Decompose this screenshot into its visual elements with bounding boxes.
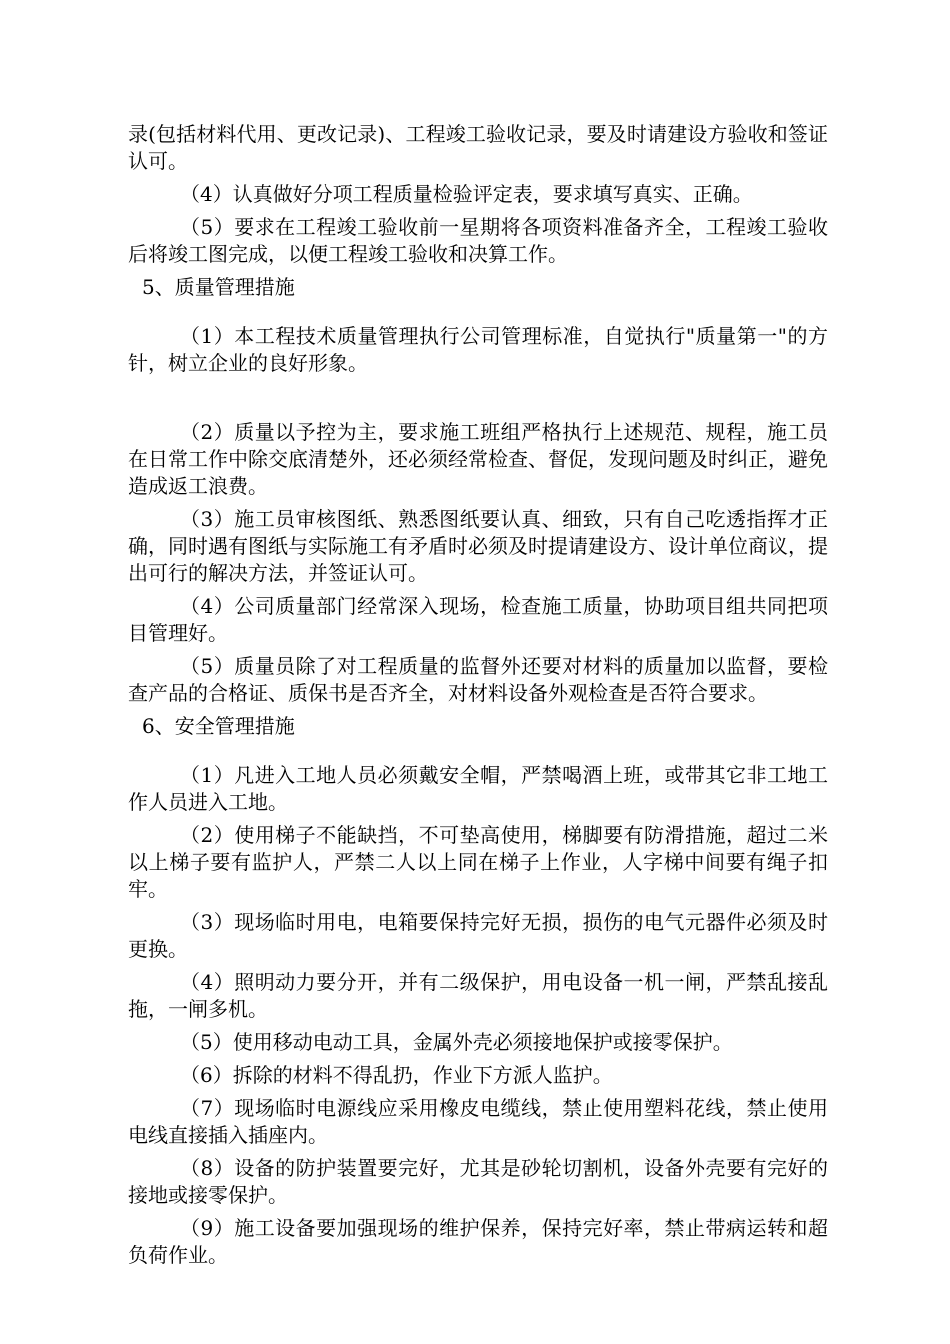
safety-item-4: （4）照明动力要分开，并有二级保护，用电设备一机一闸，严禁乱接乱拖，一闸多机。 <box>128 970 828 1021</box>
quality-item-1: （1）本工程技术质量管理执行公司管理标准，自觉执行"质量第一"的方针，树立企业的良好形象。 <box>128 324 828 375</box>
safety-item-2: （2）使用梯子不能缺挡，不可垫高使用，梯脚要有防滑措施，超过二米以上梯子要有监护人，严禁二人以上同在梯子上作业，人字梯中间要有绳子扣牢。 <box>128 823 828 901</box>
safety-item-8: （8）设备的防护装置要完好，尤其是砂轮切割机，设备外壳要有完好的接地或接零保护。 <box>128 1156 828 1207</box>
document-page <box>128 121 828 1275</box>
safety-item-1: （1）凡进入工地人员必须戴安全帽，严禁喝酒上班，或带其它非工地工作人员进入工地。 <box>128 763 828 814</box>
paragraph-item-4: （4）认真做好分项工程质量检验评定表，要求填写真实、正确。 <box>180 182 753 206</box>
quality-item-2: （2）质量以予控为主，要求施工班组严格执行上述规范、规程，施工员在日常工作中除交底清楚外，还必须经常检查、督促，发现问题及时纠正，避免造成返工浪费。 <box>128 420 828 498</box>
paragraph-records: 录(包括材料代用、更改记录)、工程竣工验收记录，要及时请建设方验收和签证认可。 <box>128 122 828 173</box>
paragraph-item-5: （5）要求在工程竣工验收前一星期将各项资料准备齐全，工程竣工验收后将竣工图完成，以便工程竣工验收和决算工作。 <box>128 215 828 266</box>
spacer <box>128 307 828 323</box>
safety-item-5: （5）使用移动电动工具，金属外壳必须接地保护或接零保护。 <box>180 1030 733 1054</box>
safety-item-3: （3）现场临时用电，电箱要保持完好无损，损伤的电气元器件必须及时更换。 <box>128 910 828 961</box>
safety-item-7: （7）现场临时电源线应采用橡皮电缆线，禁止使用塑料花线，禁止使用电线直接插入插座内。 <box>128 1096 828 1147</box>
safety-item-6: （6）拆除的材料不得乱扔，作业下方派人监护。 <box>180 1063 613 1087</box>
section-heading-safety: 6、安全管理措施 <box>142 714 295 738</box>
quality-item-4: （4）公司质量部门经常深入现场，检查施工质量，协助项目组共同把项目管理好。 <box>128 594 828 645</box>
safety-item-9: （9）施工设备要加强现场的维护保养，保持完好率，禁止带病运转和超负荷作业。 <box>128 1216 828 1267</box>
quality-item-5: （5）质量员除了对工程质量的监督外还要对材料的质量加以监督，要检查产品的合格证、质保书是否齐全，对材料设备外观检查是否符合要求。 <box>128 654 828 705</box>
spacer <box>128 383 828 419</box>
spacer <box>128 746 828 762</box>
quality-item-3: （3）施工员审核图纸、熟悉图纸要认真、细致，只有自己吃透指挥才正确，同时遇有图纸与实际施工有矛盾时必须及时提请建设方、设计单位商议，提出可行的解决方法，并签证认可。 <box>128 507 828 585</box>
section-heading-quality: 5、质量管理措施 <box>142 275 295 299</box>
